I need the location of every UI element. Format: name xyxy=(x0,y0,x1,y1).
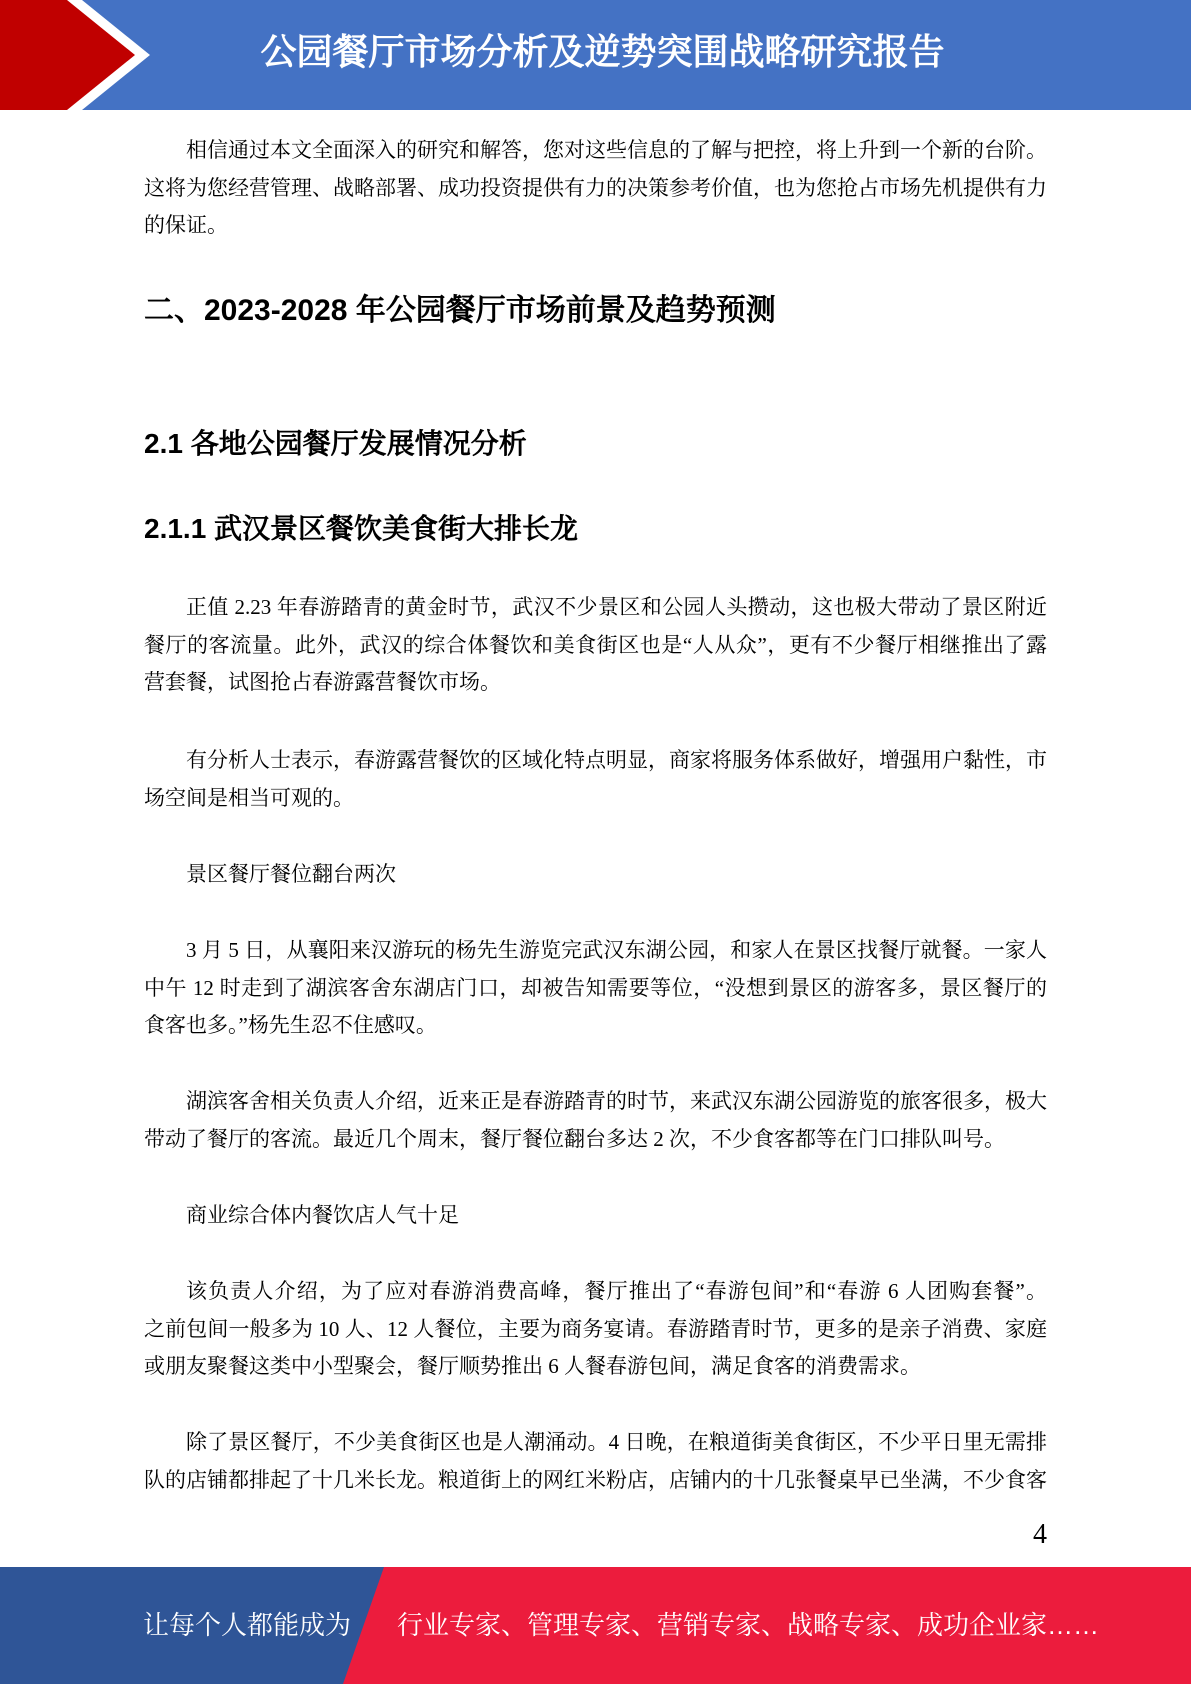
paragraph-line: 餐厅的客流量。此外，武汉的综合体餐饮和美食街区也是“人从众”，更有不少餐厅相继推出了露 xyxy=(144,632,1047,657)
paragraph-line: 景区餐厅餐位翻台两次 xyxy=(186,862,396,886)
report-title: 公园餐厅市场分析及逆势突围战略研究报告 xyxy=(260,31,945,72)
paragraph-line: 或朋友聚餐这类中小型聚会，餐厅顺势推出 6 人餐春游包间，满足食客的消费需求。 xyxy=(144,1354,921,1379)
paragraph-line: 队的店铺都排起了十几米长龙。粮道街上的网红米粉店，店铺内的十几张餐桌早已坐满，不少食客 xyxy=(144,1467,1047,1492)
paragraph xyxy=(144,1083,1047,1158)
paragraph-line: 相信通过本文全面深入的研究和解答，您对这些信息的了解与把控，将上升到一个新的台阶。 xyxy=(186,138,1047,162)
paragraph xyxy=(144,932,1047,1045)
paragraph xyxy=(144,1424,1047,1499)
section-heading: 二、2023-2028 年公园餐厅市场前景及趋势预测 xyxy=(144,294,776,327)
header-banner xyxy=(0,0,1191,110)
paragraph-line: 中午 12 时走到了湖滨客舍东湖店门口，却被告知需要等位，“没想到景区的游客多，景区餐厅的 xyxy=(144,975,1047,1000)
footer-slogan-lead: 让每个人都能成为 xyxy=(143,1610,352,1640)
paragraph xyxy=(144,856,1047,894)
paragraph-line: 的保证。 xyxy=(144,213,228,238)
paragraph-line: 食客也多。”杨先生忍不住感叹。 xyxy=(144,1013,437,1038)
paragraph-line: 湖滨客舍相关负责人介绍，近来正是春游踏青的时节，来武汉东湖公园游览的旅客很多，极大 xyxy=(186,1089,1047,1113)
subsubsection-heading: 2.1.1 武汉景区餐饮美食街大排长龙 xyxy=(144,513,579,544)
paragraph-line: 除了景区餐厅，不少美食街区也是人潮涌动。4 日晚，在粮道街美食街区，不少平日里无需排 xyxy=(186,1430,1047,1454)
paragraph-line: 有分析人士表示，春游露营餐饮的区域化特点明显，商家将服务体系做好，增强用户黏性，市 xyxy=(186,748,1047,772)
paragraph-line: 该负责人介绍，为了应对春游消费高峰，餐厅推出了“春游包间”和“春游 6 人团购套餐”。 xyxy=(186,1279,1047,1303)
paragraph-line: 场空间是相当可观的。 xyxy=(144,785,354,810)
paragraph xyxy=(144,132,1047,245)
page-number: 4 xyxy=(1033,1519,1047,1550)
paragraph-line: 商业综合体内餐饮店人气十足 xyxy=(186,1203,459,1227)
footer-banner xyxy=(0,1567,1191,1684)
paragraph-line: 带动了餐厅的客流。最近几个周末，餐厅餐位翻台多达 2 次，不少食客都等在门口排队叫号。 xyxy=(144,1126,1005,1151)
paragraph-line: 之前包间一般多为 10 人、12 人餐位，主要为商务宴请。春游踏青时节，更多的是亲子消费、家庭 xyxy=(144,1316,1047,1341)
paragraph-line: 这将为您经营管理、战略部署、成功投资提供有力的决策参考价值，也为您抢占市场先机提供有力 xyxy=(144,175,1047,200)
paragraph-line: 正值 2.23 年春游踏青的黄金时节，武汉不少景区和公园人头攒动，这也极大带动了景区附近 xyxy=(186,595,1047,619)
footer-slogan-roles: 行业专家、管理专家、营销专家、战略专家、成功企业家…… xyxy=(397,1610,1100,1640)
paragraph xyxy=(144,742,1047,817)
subsection-heading: 2.1 各地公园餐厅发展情况分析 xyxy=(144,428,527,459)
paragraph-line: 3 月 5 日，从襄阳来汉游玩的杨先生游览完武汉东湖公园，和家人在景区找餐厅就餐。一家人 xyxy=(186,938,1047,962)
paragraph xyxy=(144,1197,1047,1235)
paragraph-line: 营套餐，试图抢占春游露营餐饮市场。 xyxy=(144,670,501,695)
paragraph xyxy=(144,589,1047,702)
paragraph xyxy=(144,1273,1047,1386)
